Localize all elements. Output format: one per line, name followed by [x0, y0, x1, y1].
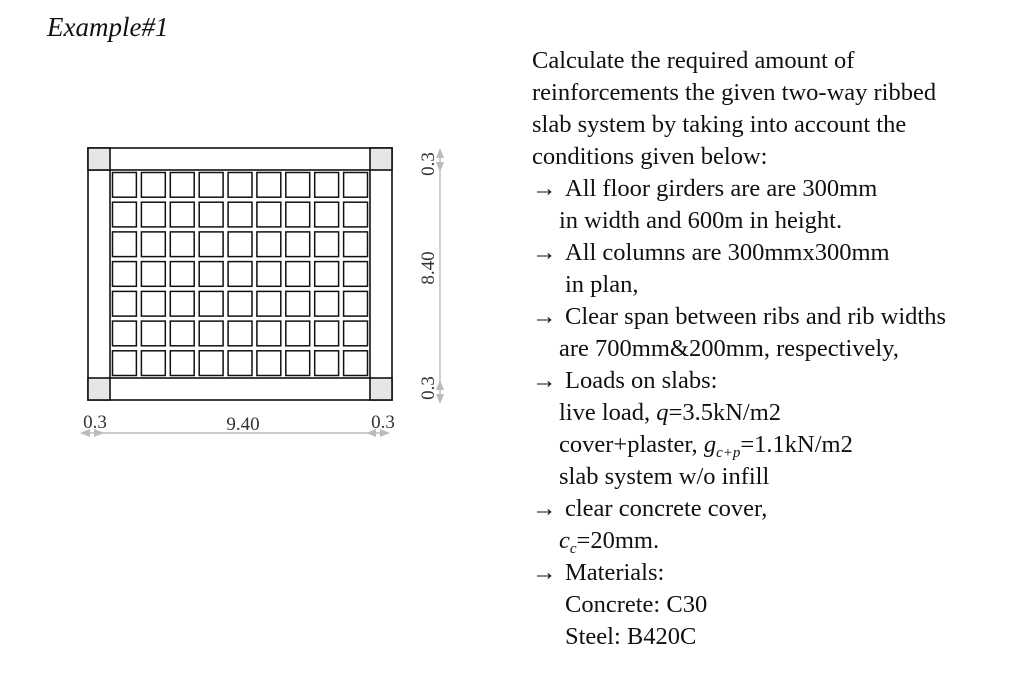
- rib-void: [257, 262, 281, 287]
- rib-void: [170, 202, 194, 227]
- rib-void: [113, 173, 137, 198]
- intro-line: conditions given below:: [532, 143, 768, 170]
- arrow-icon: →: [532, 495, 557, 522]
- dim-bottom: 0.3: [418, 376, 439, 400]
- rib-void: [344, 351, 368, 376]
- column: [88, 378, 110, 400]
- rib-void: [113, 262, 137, 287]
- girders-item: → All floor girders are are 300mm: [532, 173, 1022, 205]
- column: [370, 378, 392, 400]
- concrete-grade: Concrete: C30: [565, 591, 708, 618]
- rib-void: [141, 262, 165, 287]
- rib-void: [344, 321, 368, 346]
- rib-void: [199, 262, 223, 287]
- columns-item: → All columns are 300mmx300mm: [532, 237, 1022, 269]
- problem-statement: [532, 45, 1022, 653]
- rib-void: [170, 291, 194, 316]
- slab-plan-drawing: [70, 138, 450, 443]
- rib-void: [315, 291, 339, 316]
- rib-void: [315, 351, 339, 376]
- rib-void: [199, 173, 223, 198]
- rib-void: [344, 291, 368, 316]
- rib-void: [141, 202, 165, 227]
- rib-void: [257, 173, 281, 198]
- rib-void: [228, 202, 252, 227]
- rib-void: [286, 321, 310, 346]
- rib-void: [286, 351, 310, 376]
- rib-void: [170, 232, 194, 257]
- rib-void: [286, 262, 310, 287]
- dim-span-x: 9.40: [226, 414, 260, 435]
- cover-value: $c_c=20mm$.: [559, 527, 660, 557]
- rib-void: [315, 262, 339, 287]
- column: [370, 148, 392, 170]
- slab-outer-edge: [88, 148, 392, 400]
- arrow-icon: →: [532, 239, 557, 266]
- rib-void: [257, 291, 281, 316]
- rib-void: [286, 232, 310, 257]
- arrow-icon: →: [532, 303, 557, 330]
- ribs-item: → Clear span between ribs and rib widths: [532, 301, 1022, 333]
- rib-void: [199, 232, 223, 257]
- rib-void: [286, 291, 310, 316]
- rib-void: [228, 232, 252, 257]
- materials-item: → Materials:: [532, 557, 1022, 589]
- rib-void: [344, 232, 368, 257]
- rib-void: [228, 321, 252, 346]
- intro-line: Calculate the required amount of: [532, 47, 855, 74]
- rib-void: [228, 291, 252, 316]
- rib-void: [199, 351, 223, 376]
- rib-void: [113, 321, 137, 346]
- rib-void: [170, 173, 194, 198]
- dim-top: 0.3: [418, 152, 439, 176]
- rib-void: [199, 321, 223, 346]
- rib-void: [257, 202, 281, 227]
- rib-void: [170, 351, 194, 376]
- rib-void: [344, 202, 368, 227]
- columns-item-cont: in plan,: [565, 271, 639, 298]
- live-load: live load, q=3.5kN/m2: [559, 399, 782, 426]
- intro-line: slab system by taking into account the: [532, 111, 907, 138]
- rib-void: [315, 321, 339, 346]
- arrow-icon: →: [532, 559, 557, 586]
- rib-void: [141, 321, 165, 346]
- rib-void: [344, 173, 368, 198]
- loads-item: → Loads on slabs:: [532, 365, 1022, 397]
- rib-void: [113, 291, 137, 316]
- rib-void: [199, 291, 223, 316]
- infill-note: slab system w/o infill: [559, 463, 770, 490]
- rib-void: [257, 351, 281, 376]
- example-title: Example#1: [47, 12, 169, 42]
- rib-void: [315, 232, 339, 257]
- arrow-icon: →: [532, 367, 557, 394]
- rib-void: [141, 173, 165, 198]
- rib-void: [170, 321, 194, 346]
- slab-geometry: [88, 148, 392, 400]
- rib-void: [170, 262, 194, 287]
- rib-void: [113, 202, 137, 227]
- ribs-item-cont: are 700mm&200mm, respectively,: [559, 335, 899, 362]
- cover-plaster-load: cover+plaster, $g_{c+p}=1.1kN/m2$: [559, 431, 853, 461]
- beam-inner-edge: [110, 170, 370, 378]
- rib-void: [286, 173, 310, 198]
- steel-grade: Steel: B420C: [565, 623, 697, 650]
- rib-void: [315, 202, 339, 227]
- rib-void: [113, 232, 137, 257]
- rib-void: [113, 351, 137, 376]
- cover-item: → clear concrete cover,: [532, 493, 1022, 525]
- rib-void: [141, 291, 165, 316]
- column: [88, 148, 110, 170]
- rib-void: [257, 321, 281, 346]
- rib-void: [228, 351, 252, 376]
- dim-span-y: 8.40: [418, 251, 439, 285]
- girders-item-cont: in width and 600m in height.: [559, 207, 843, 234]
- rib-void: [141, 232, 165, 257]
- intro-line: reinforcements the given two-way ribbed: [532, 79, 937, 106]
- arrow-icon: →: [532, 175, 557, 202]
- rib-void: [315, 173, 339, 198]
- dim-left: 0.3: [83, 412, 107, 433]
- rib-void: [199, 202, 223, 227]
- rib-void: [344, 262, 368, 287]
- dim-right: 0.3: [371, 412, 395, 433]
- rib-void: [286, 202, 310, 227]
- rib-void: [257, 232, 281, 257]
- rib-void: [228, 173, 252, 198]
- rib-void: [141, 351, 165, 376]
- rib-void: [228, 262, 252, 287]
